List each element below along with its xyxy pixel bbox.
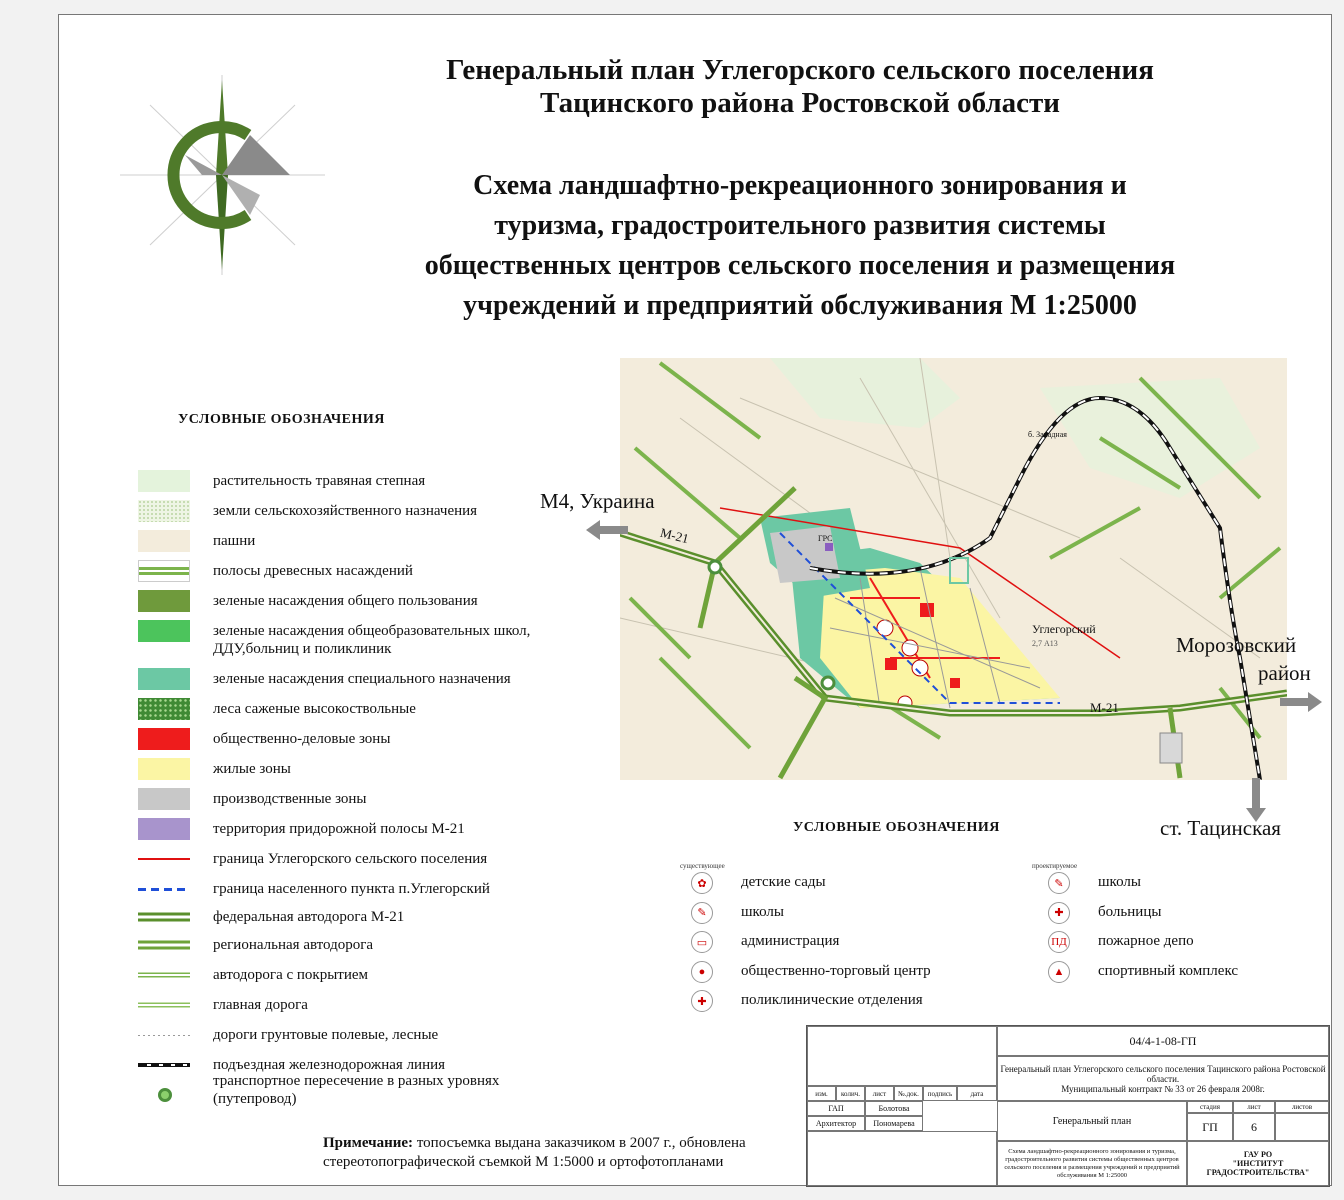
legend-swatch — [138, 590, 190, 612]
stamp-column-header: колич. — [836, 1086, 865, 1101]
title-line-1: Генеральный план Углегорского сельского поселения — [446, 54, 1154, 86]
legend-swatch — [138, 698, 190, 720]
legend-swatch — [138, 560, 190, 582]
legend-swatch — [138, 758, 190, 780]
scheme-title-line: учреждений и предприятий обслуживания М 1:25000 — [463, 290, 1137, 321]
place-label-village-sub: 2,7 А13 — [1032, 639, 1058, 648]
legend-label: производственные зоны — [213, 791, 367, 807]
note-line-2: стереотопографической съемкой М 1:5000 и ортофотопланами — [323, 1154, 724, 1170]
legend-swatch — [138, 964, 190, 986]
legend-label: полосы древесных насаждений — [213, 563, 413, 579]
stamp-sheets — [1275, 1113, 1329, 1141]
stamp-sheet: 6 — [1233, 1113, 1275, 1141]
legend-label: зеленые насаждения общеобразовательных школ, ДДУ,больниц и поликлиник — [213, 623, 531, 657]
legend-label: федеральная автодорога М-21 — [213, 909, 405, 925]
note-label: Примечание: — [323, 1135, 414, 1151]
stamp-column-header: дата — [957, 1086, 997, 1101]
symbol-label: пожарное депо — [1098, 933, 1194, 949]
clinic-icon: ✚ — [691, 990, 713, 1012]
legend-swatch — [138, 620, 190, 642]
stamp-sheets-label: листов — [1275, 1101, 1329, 1113]
scheme-title-line: Схема ландшафтно-рекреационного зонирования и — [473, 170, 1127, 201]
symbol-label: больницы — [1098, 903, 1162, 920]
legend-swatch — [138, 788, 190, 810]
stamp-role: ГАП — [807, 1101, 865, 1116]
legend-label: территория придорожной полосы М-21 — [213, 821, 465, 837]
legend-label: дороги грунтовые полевые, лесные — [213, 1027, 439, 1043]
compass-logo — [120, 75, 325, 275]
stamp-org-line: "ИНСТИТУТ — [1232, 1159, 1284, 1168]
symbol-label: школы — [1098, 874, 1141, 890]
administration-icon: ▭ — [691, 931, 713, 953]
road-label-m21-west: М-21 — [658, 524, 691, 547]
place-label-grs: ГРС — [818, 534, 833, 543]
sport-complex-icon: ▲ — [1048, 961, 1070, 983]
stamp-role: Архитектор — [807, 1116, 865, 1131]
stamp-code: 04/4-1-08-ГП — [997, 1026, 1329, 1056]
stamp-name: Пономарева — [865, 1116, 923, 1131]
stamp-empty-rows — [807, 1131, 997, 1186]
stamp-column-header: изм. — [807, 1086, 836, 1101]
place-label-balka: б. Западная — [1028, 430, 1067, 439]
legend-swatch — [138, 888, 190, 891]
legend-swatch — [158, 1088, 172, 1102]
stamp-column-header: подпись — [923, 1086, 957, 1101]
symbol-label: школы — [741, 903, 784, 920]
legend-label: леса саженые высокоствольные — [213, 701, 416, 717]
scheme-title-line: туризма, градостроительного развития системы — [494, 210, 1106, 241]
arrow-west-icon — [586, 518, 628, 542]
hospital-icon: ✚ — [1048, 902, 1070, 924]
note — [323, 1134, 746, 1172]
symbol-label: общественно-торговый центр — [741, 962, 931, 979]
trade-center-icon: ● — [691, 961, 713, 983]
legend-label: жилые зоны — [213, 761, 291, 777]
legend-swatch — [138, 1063, 190, 1067]
symbols-heading: УСЛОВНЫЕ ОБОЗНАЧЕНИЯ — [793, 820, 1000, 835]
symbol-label: детские сады — [741, 874, 826, 890]
direction-label-east-2: район — [1258, 661, 1311, 685]
legend-swatch — [138, 848, 190, 870]
fire-station-icon: ПД — [1048, 931, 1070, 953]
legend-label: транспортное пересечение в разных уровнях (путепровод) — [213, 1073, 500, 1107]
stamp-org-line: ГАУ РО — [1243, 1150, 1273, 1159]
stamp-project — [997, 1056, 1329, 1101]
scheme-title-line: общественных центров сельского поселения и размещения — [424, 250, 1176, 281]
legend-heading: УСЛОВНЫЕ ОБОЗНАЧЕНИЯ — [178, 412, 385, 427]
legend-label: общественно-деловые зоны — [213, 731, 391, 747]
arrow-east-icon — [1280, 690, 1322, 714]
legend-label: подъездная железнодорожная линия — [213, 1057, 446, 1073]
school-icon: ✎ — [691, 902, 713, 924]
stamp-scheme-text: Схема ландшафтно-рекреационного зонирования и туризма, градостроительного развития системы общественных центров сельского поселения и размещения учреждений и предприятий обслуживания М 1:25000 — [997, 1141, 1187, 1186]
school-icon: ✎ — [1048, 872, 1070, 894]
stamp-stage-label: стадия — [1187, 1101, 1233, 1113]
legend-label: пашни — [213, 533, 256, 549]
stamp-doc-title: Генеральный план — [997, 1101, 1187, 1141]
symbol-label: администрация — [741, 933, 840, 949]
kindergarten-icon: ✿ — [691, 872, 713, 894]
legend-label: земли сельскохозяйственного назначения — [213, 503, 478, 519]
stamp-org-line: ГРАДОСТРОИТЕЛЬСТВА" — [1206, 1168, 1310, 1177]
stamp-column-header: лист — [865, 1086, 894, 1101]
legend-swatch — [138, 470, 190, 492]
legend-label: региональная автодорога — [213, 937, 374, 953]
symbol-label: поликлинические отделения — [741, 992, 923, 1008]
road-label-m21-east: М-21 — [1090, 700, 1119, 715]
stamp-organization — [1187, 1141, 1329, 1186]
note-line-1: топосъемка выдана заказчиком в 2007 г., обновлена — [413, 1135, 746, 1151]
direction-label-south: ст. Тацинская — [1160, 816, 1281, 840]
legend-label: главная дорога — [213, 997, 308, 1013]
legend-label: граница Углегорского сельского поселения — [213, 851, 488, 867]
scheme-title — [300, 166, 1300, 326]
legend-swatch — [138, 818, 190, 840]
legend-label: растительность травяная степная — [213, 473, 426, 489]
main-title — [300, 54, 1300, 120]
direction-label-west: М4, Украина — [540, 489, 655, 513]
stamp-column-header: №.док. — [894, 1086, 923, 1101]
legend-swatch — [138, 530, 190, 552]
existing-caption: существующее — [680, 862, 725, 870]
legend-swatch — [138, 1035, 190, 1036]
legend-swatch — [138, 668, 190, 690]
symbol-label: спортивный комплекс — [1098, 962, 1239, 979]
stamp-project-text: Генеральный план Углегорского сельского поселения Тацинского района Ростовской области. — [1000, 1063, 1326, 1084]
place-label-village: Углегорский — [1032, 622, 1096, 636]
legend-swatch — [138, 994, 190, 1016]
stamp-sheet-label: лист — [1233, 1101, 1275, 1113]
legend-label: зеленые насаждения специального назначения — [213, 671, 511, 687]
legend-swatch — [138, 500, 190, 522]
map-area — [620, 358, 1287, 780]
legend-swatch — [138, 906, 190, 928]
legend-swatch — [138, 934, 190, 956]
direction-label-east-1: Морозовский — [1176, 633, 1297, 657]
stamp-contract-text: Муниципальный контракт № 33 от 26 февраля 2008г. — [1061, 1083, 1265, 1094]
legend-label: зеленые насаждения общего пользования — [213, 593, 478, 609]
legend-label: граница населенного пункта п.Углегорский — [213, 881, 490, 897]
map-canvas — [620, 358, 1287, 780]
title-line-2: Тацинского района Ростовской области — [540, 87, 1060, 119]
title-block — [806, 1025, 1330, 1187]
legend-swatch — [138, 728, 190, 750]
stamp-blank — [807, 1026, 997, 1086]
proposed-caption: проектируемое — [1032, 862, 1078, 870]
legend-label: автодорога с покрытием — [213, 967, 369, 983]
stamp-stage: ГП — [1187, 1113, 1233, 1141]
stamp-name: Болотова — [865, 1101, 923, 1116]
